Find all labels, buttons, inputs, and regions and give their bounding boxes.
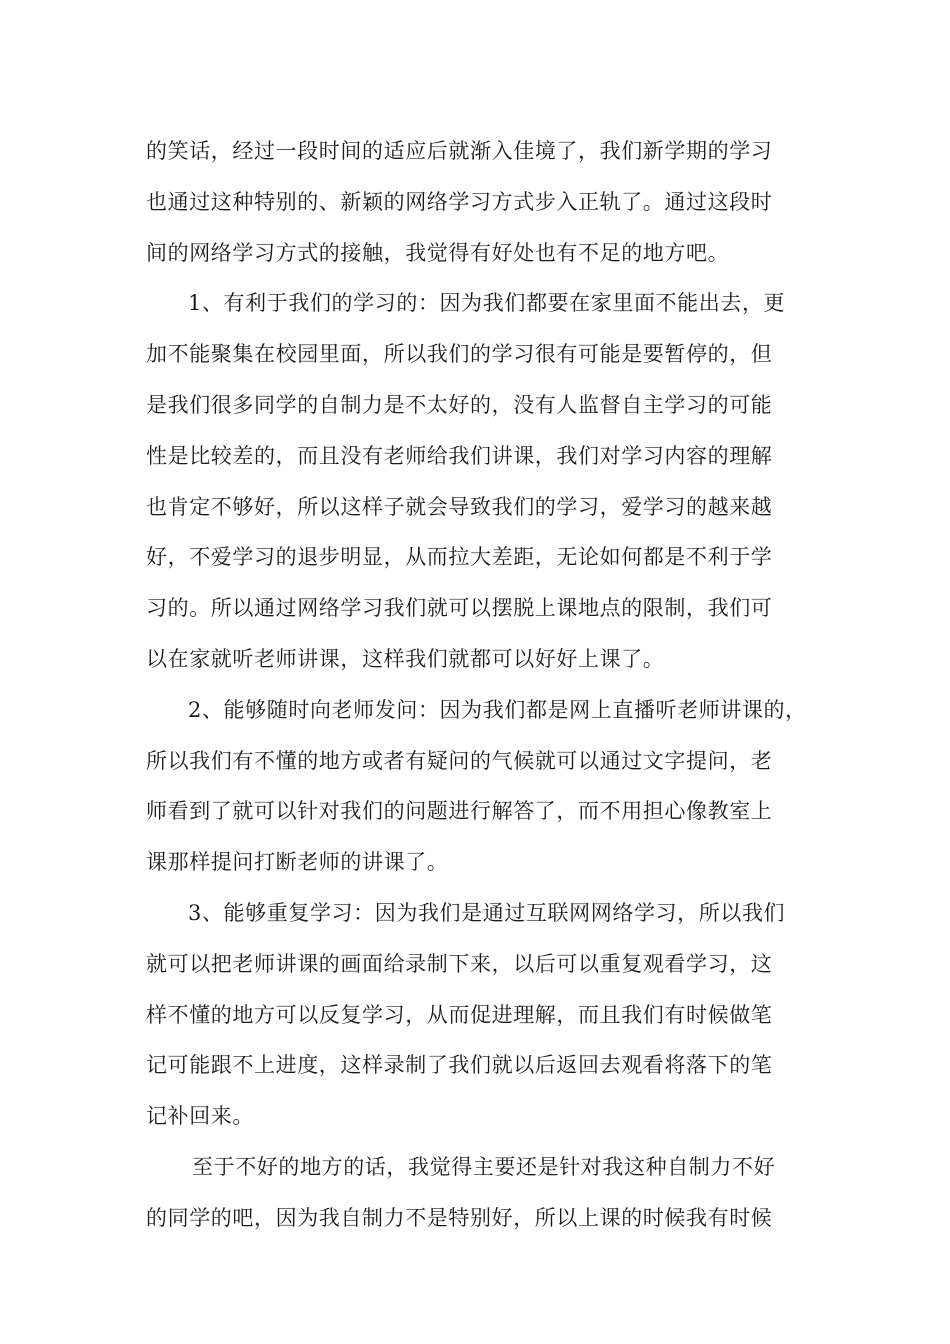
text-line: 也通过这种特别的、新颖的网络学习方式步入正轨了。通过这段时: [146, 189, 773, 214]
text-line: 所以我们有不懂的地方或者有疑问的气候就可以通过文字提问，老: [146, 748, 773, 773]
paragraph-2-start: 2、能够随时向老师发问：因为我们都是网上直播听老师讲课的，: [188, 697, 807, 722]
text-line: 也肯定不够好，所以这样子就会导致我们的学习，爱学习的越来越: [146, 494, 773, 519]
text-line: 加不能聚集在校园里面，所以我们的学习很有可能是要暂停的，但: [146, 342, 773, 367]
paragraph-3-start: 3、能够重复学习：因为我们是通过互联网网络学习，所以我们: [188, 900, 786, 925]
text-line: 就可以把老师讲课的画面给录制下来，以后可以重复观看学习，这: [146, 951, 773, 976]
text-line: 师看到了就可以针对我们的问题进行解答了，而不用担心像教室上: [146, 799, 773, 824]
text-line: 记补回来。: [146, 1104, 254, 1129]
text-line: 记可能跟不上进度，这样录制了我们就以后返回去观看将落下的笔: [146, 1053, 773, 1078]
paragraph-1-start: 1、有利于我们的学习的：因为我们都要在家里面不能出去，更: [188, 291, 786, 316]
text-line: 是我们很多同学的自制力是不太好的，没有人监督自主学习的可能: [146, 392, 773, 417]
text-line: 好，不爱学习的退步明显，从而拉大差距，无论如何都是不利于学: [146, 545, 773, 570]
text-line: 间的网络学习方式的接触，我觉得有好处也有不足的地方吧。: [146, 240, 730, 265]
text-line: 的同学的吧，因为我自制力不是特别好，所以上课的时候我有时候: [146, 1205, 773, 1230]
document-body: [146, 126, 826, 1244]
text-line: 的笑话，经过一段时间的适应后就渐入佳境了，我们新学期的学习: [146, 139, 773, 163]
text-line: 样不懂的地方可以反复学习，从而促进理解，而且我们有时候做笔: [146, 1002, 773, 1027]
text-line: 以在家就听老师讲课，这样我们就都可以好好上课了。: [146, 646, 665, 671]
text-line: 课那样提问打断老师的讲课了。: [146, 850, 449, 875]
text-line: 性是比较差的，而且没有老师给我们讲课，我们对学习内容的理解: [146, 443, 773, 468]
paragraph-4-start: 至于不好的地方的话，我觉得主要还是针对我这种自制力不好: [192, 1154, 776, 1179]
text-line: 习的。所以通过网络学习我们就可以摆脱上课地点的限制，我们可: [146, 596, 773, 621]
